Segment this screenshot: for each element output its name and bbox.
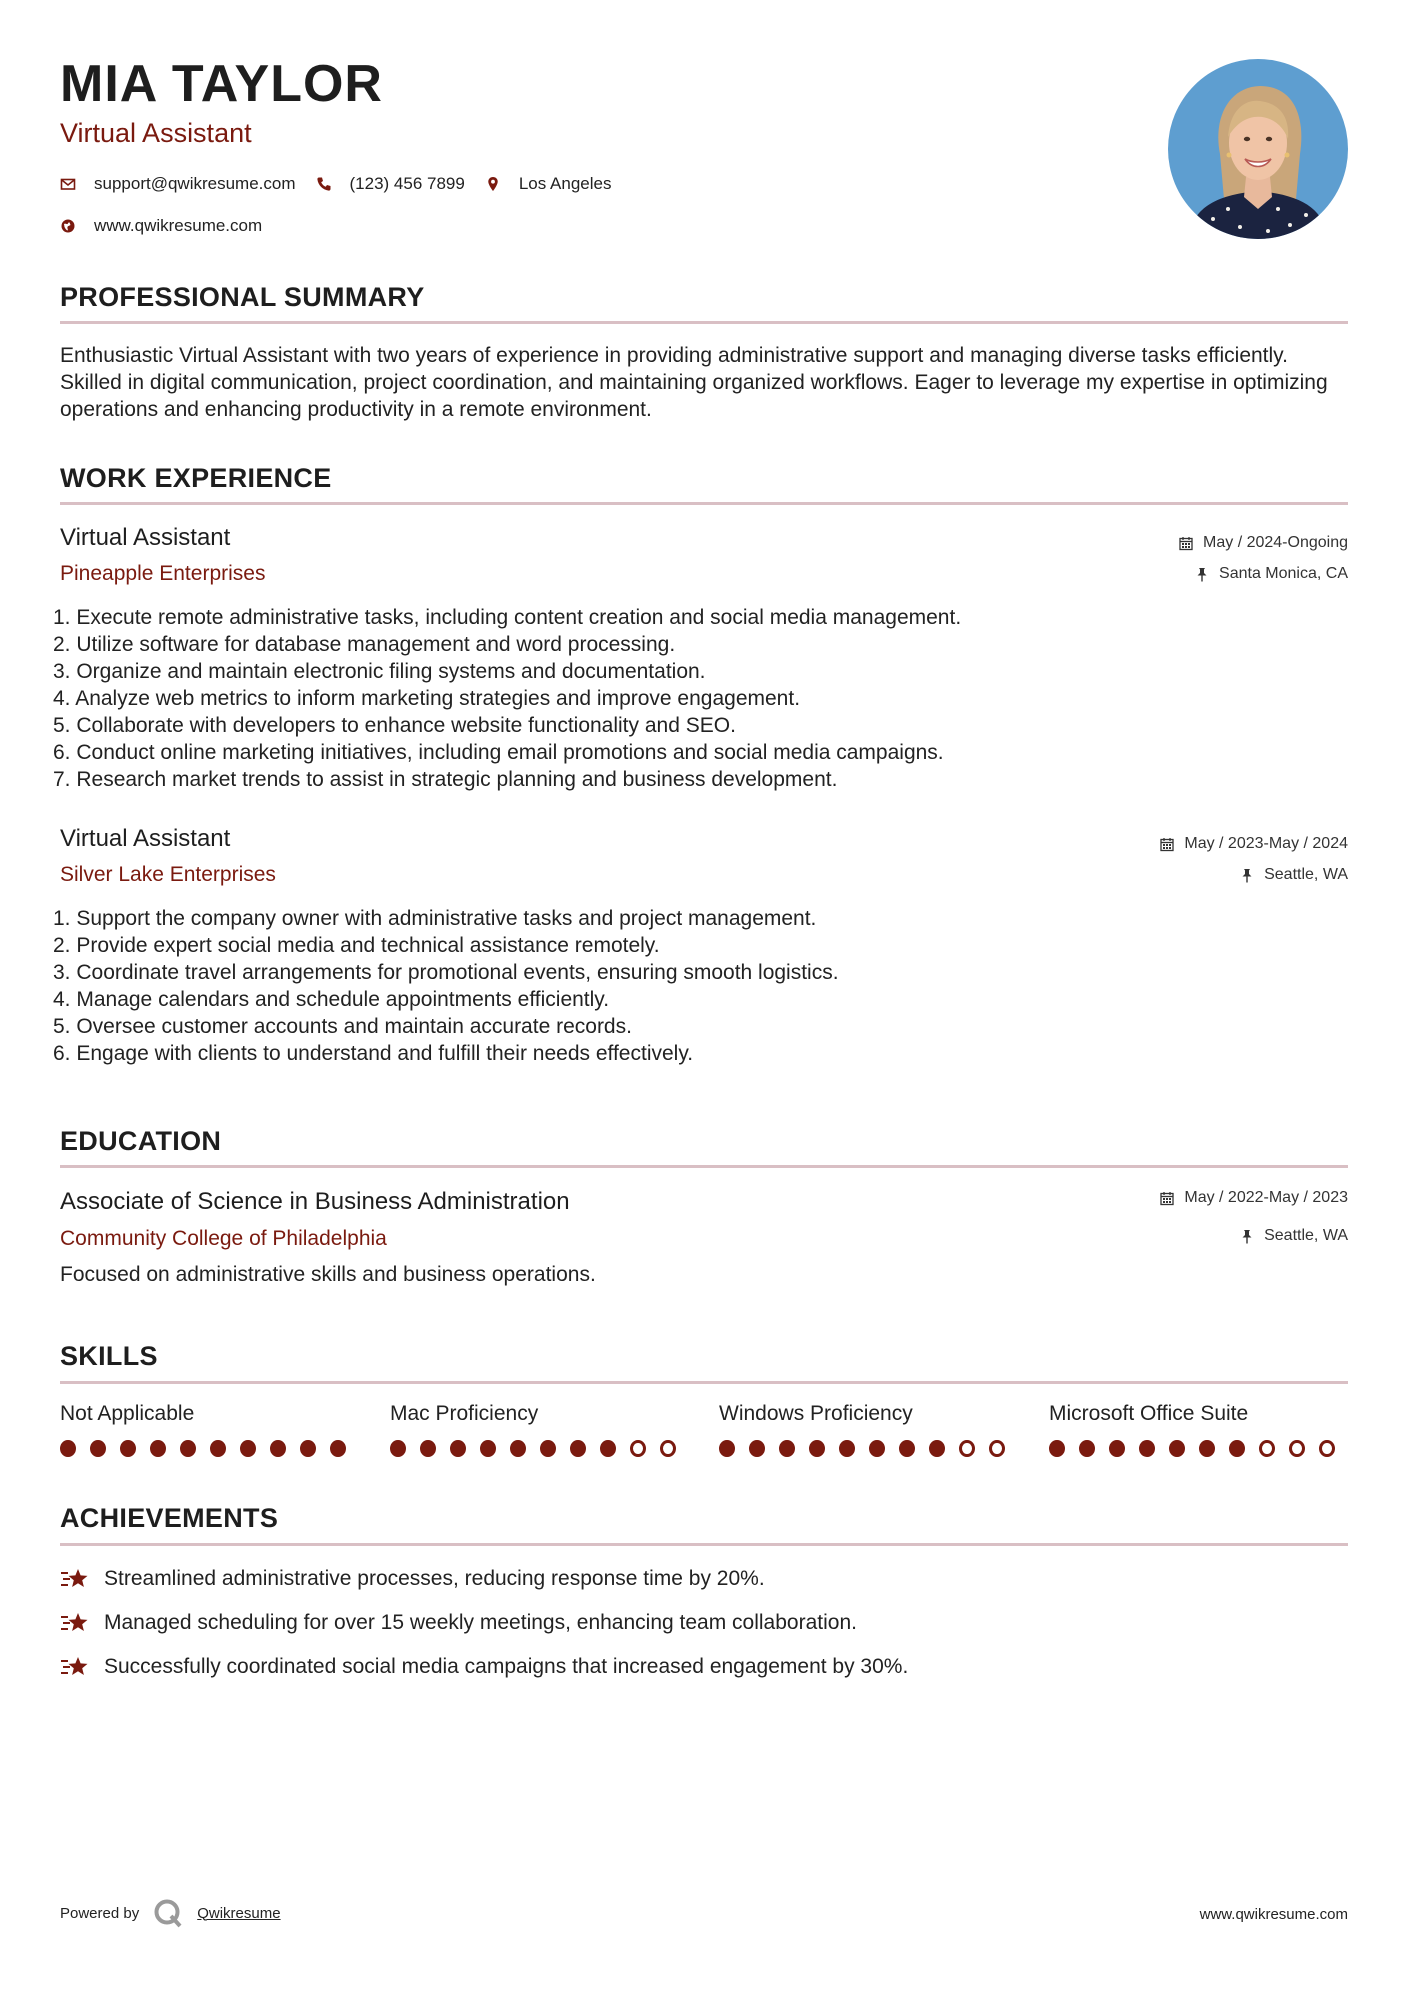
portrait-illustration: [1168, 59, 1348, 239]
rating-dot-filled: [540, 1440, 556, 1457]
pushpin-icon: [1240, 1229, 1254, 1244]
rating-dot-filled: [1109, 1440, 1125, 1457]
location-text: Santa Monica, CA: [1219, 565, 1348, 582]
rating-dot-filled: [929, 1440, 945, 1457]
skill-rating: [390, 1440, 690, 1457]
duty-list: [53, 604, 961, 793]
profile-photo: [1168, 59, 1348, 239]
rating-dot-filled: [1049, 1440, 1065, 1457]
skill-rating: [1049, 1440, 1349, 1457]
experience-heading: WORK EXPERIENCE: [60, 463, 332, 493]
list-item: 2. Utilize software for database management and word processing.: [53, 633, 676, 656]
skill-name: Mac Proficiency: [390, 1402, 539, 1425]
rating-dot-filled: [1139, 1440, 1155, 1457]
email-text: support@qwikresume.com: [94, 174, 296, 193]
list-item: 6. Engage with clients to understand and fulfill their needs effectively.: [53, 1042, 694, 1065]
location-text: Seattle, WA: [1264, 866, 1348, 883]
list-item: 1. Execute remote administrative tasks, including content creation and social media management.: [53, 606, 962, 629]
rating-dot-filled: [899, 1440, 915, 1457]
phone-text: (123) 456 7899: [349, 174, 465, 193]
rating-dot-filled: [90, 1440, 106, 1457]
rating-dot-filled: [749, 1440, 765, 1457]
skill-item: [390, 1402, 690, 1457]
contact-row-primary: [60, 170, 631, 198]
footer-branding: [60, 1898, 281, 1928]
skill-rating: [60, 1440, 360, 1457]
rating-dot-empty: [630, 1440, 646, 1457]
calendar-icon: [1160, 837, 1174, 852]
company-name: Silver Lake Enterprises: [60, 863, 276, 886]
rating-dot-filled: [719, 1440, 735, 1457]
shooting-star-icon: [60, 1565, 90, 1593]
website-text: www.qwikresume.com: [94, 216, 263, 235]
job-location: [1195, 565, 1348, 583]
rating-dot-filled: [150, 1440, 166, 1457]
rating-dot-empty: [1259, 1440, 1275, 1457]
job-location: [1240, 866, 1348, 884]
rating-dot-empty: [989, 1440, 1005, 1457]
job-dates: [1160, 835, 1348, 853]
rating-dot-filled: [300, 1440, 316, 1457]
rating-dot-empty: [660, 1440, 676, 1457]
summary-heading: PROFESSIONAL SUMMARY: [60, 282, 425, 312]
rating-dot-filled: [180, 1440, 196, 1457]
list-item: [60, 1565, 908, 1593]
map-pin-icon: [485, 176, 501, 192]
school-name: Community College of Philadelphia: [60, 1227, 387, 1250]
rating-dot-filled: [779, 1440, 795, 1457]
pushpin-icon: [1195, 567, 1209, 582]
rating-dot-filled: [1229, 1440, 1245, 1457]
dates-text: May / 2022-May / 2023: [1184, 1189, 1348, 1206]
skill-name: Not Applicable: [60, 1402, 195, 1425]
powered-by-label: Powered by: [60, 1904, 140, 1922]
contact-phone[interactable]: [316, 174, 465, 194]
duty-list: [53, 905, 839, 1067]
job-dates: [1179, 534, 1348, 552]
shooting-star-icon: [60, 1609, 90, 1637]
rating-dot-filled: [570, 1440, 586, 1457]
list-item: 4. Analyze web metrics to inform marketing strategies and improve engagement.: [53, 687, 801, 710]
list-item: 3. Organize and maintain electronic filing systems and documentation.: [53, 660, 706, 683]
experience-divider: [60, 502, 1348, 505]
job-title: Virtual Assistant: [60, 825, 231, 852]
rating-dot-filled: [809, 1440, 825, 1457]
rating-dot-filled: [600, 1440, 616, 1457]
education-location: [1240, 1227, 1348, 1245]
candidate-name: MIA TAYLOR: [60, 55, 383, 113]
skill-item: [60, 1402, 360, 1457]
rating-dot-filled: [869, 1440, 885, 1457]
education-description: Focused on administrative skills and business operations.: [60, 1263, 596, 1286]
envelope-icon: [60, 176, 76, 192]
rating-dot-filled: [510, 1440, 526, 1457]
calendar-icon: [1160, 1191, 1174, 1206]
list-item: 6. Conduct online marketing initiatives, including email promotions and social media campaigns.: [53, 741, 944, 764]
achievements-heading: ACHIEVEMENTS: [60, 1503, 279, 1533]
achievements-divider: [60, 1543, 1348, 1546]
footer-url[interactable]: www.qwikresume.com: [1199, 1906, 1348, 1923]
list-item: 4. Manage calendars and schedule appointments efficiently.: [53, 988, 610, 1011]
rating-dot-filled: [420, 1440, 436, 1457]
skill-item: [1049, 1402, 1349, 1457]
shooting-star-icon: [60, 1653, 90, 1681]
achievement-text: Streamlined administrative processes, reducing response time by 20%.: [104, 1567, 765, 1590]
list-item: 7. Research market trends to assist in strategic planning and business development.: [53, 768, 838, 791]
location-text: Seattle, WA: [1264, 1227, 1348, 1244]
rating-dot-filled: [60, 1440, 76, 1457]
contact-location: [485, 174, 612, 194]
phone-icon: [316, 176, 332, 192]
qwikresume-logo-icon: [153, 1898, 183, 1928]
rating-dot-filled: [330, 1440, 346, 1457]
contact-row-secondary: [60, 212, 631, 240]
list-item: 2. Provide expert social media and technical assistance remotely.: [53, 934, 660, 957]
rating-dot-filled: [480, 1440, 496, 1457]
rating-dot-filled: [240, 1440, 256, 1457]
education-divider: [60, 1165, 1348, 1168]
rating-dot-filled: [839, 1440, 855, 1457]
rating-dot-filled: [1169, 1440, 1185, 1457]
rating-dot-filled: [390, 1440, 406, 1457]
education-dates: [1160, 1189, 1348, 1207]
degree-title: Associate of Science in Business Administration: [60, 1188, 570, 1215]
contact-info: [60, 170, 631, 240]
job-title: Virtual Assistant: [60, 524, 231, 551]
list-item: 5. Collaborate with developers to enhance website functionality and SEO.: [53, 714, 736, 737]
skill-name: Windows Proficiency: [719, 1402, 913, 1425]
dates-text: May / 2024-Ongoing: [1203, 534, 1348, 551]
rating-dot-filled: [270, 1440, 286, 1457]
rating-dot-filled: [210, 1440, 226, 1457]
list-item: [60, 1653, 908, 1681]
rating-dot-empty: [1289, 1440, 1305, 1457]
globe-icon: [60, 218, 76, 234]
rating-dot-filled: [1199, 1440, 1215, 1457]
list-item: [60, 1609, 908, 1637]
rating-dot-filled: [120, 1440, 136, 1457]
list-item: 3. Coordinate travel arrangements for promotional events, ensuring smooth logistics.: [53, 961, 839, 984]
achievement-text: Managed scheduling for over 15 weekly meetings, enhancing team collaboration.: [104, 1611, 857, 1634]
skills-divider: [60, 1381, 1348, 1384]
list-item: 1. Support the company owner with administrative tasks and project management.: [53, 907, 817, 930]
contact-website[interactable]: [60, 216, 262, 236]
skill-rating: [719, 1440, 1019, 1457]
qwikresume-link[interactable]: Qwikresume: [197, 1904, 281, 1922]
rating-dot-filled: [1079, 1440, 1095, 1457]
contact-email[interactable]: [60, 174, 296, 194]
skill-name: Microsoft Office Suite: [1049, 1402, 1249, 1425]
list-item: 5. Oversee customer accounts and maintain accurate records.: [53, 1015, 632, 1038]
rating-dot-filled: [450, 1440, 466, 1457]
candidate-title: Virtual Assistant: [60, 118, 252, 148]
pushpin-icon: [1240, 868, 1254, 883]
achievement-list: [60, 1565, 908, 1697]
achievement-text: Successfully coordinated social media campaigns that increased engagement by 30%.: [104, 1655, 909, 1678]
skill-item: [719, 1402, 1019, 1457]
calendar-icon: [1179, 536, 1193, 551]
skills-heading: SKILLS: [60, 1341, 158, 1371]
location-text: Los Angeles: [518, 174, 612, 193]
rating-dot-empty: [959, 1440, 975, 1457]
summary-divider: [60, 321, 1348, 324]
dates-text: May / 2023-May / 2024: [1184, 835, 1348, 852]
rating-dot-empty: [1319, 1440, 1335, 1457]
company-name: Pineapple Enterprises: [60, 562, 266, 585]
education-heading: EDUCATION: [60, 1126, 222, 1156]
summary-text: Enthusiastic Virtual Assistant with two years of experience in providing administrative support and managing diverse tasks efficiently. Skilled in digital communication, project coordination, and maintaining organized workflows. Eager to leverage my expertise in optimizing operations and enhancing productivity in a remote environment.: [60, 344, 1328, 421]
